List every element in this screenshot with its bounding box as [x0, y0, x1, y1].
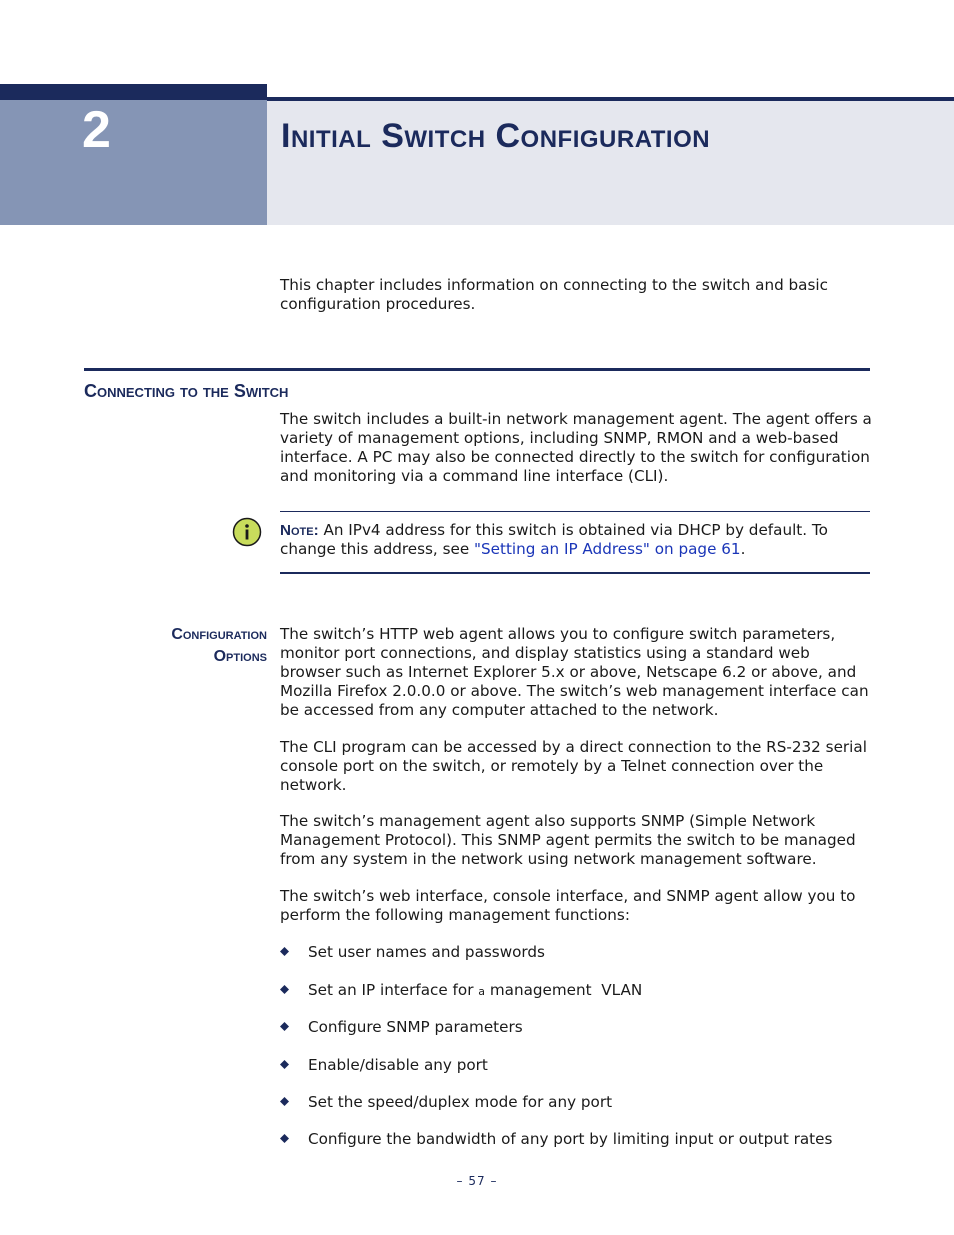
list-item-text: Set the speed/duplex mode for any port	[308, 1093, 613, 1111]
subsection-heading	[100, 624, 267, 668]
section-divider	[84, 368, 870, 371]
note-text-end: .	[740, 540, 746, 558]
page-number: – 57 –	[456, 1174, 498, 1188]
subsection-paragraph-3: The switch’s management agent also supports SNMP (Simple Network Management Protocol). This SNMP agent permits the switch to be managed from any system in the network using network management software.	[280, 812, 856, 868]
chapter-title: Initial Switch Configuration	[281, 117, 711, 155]
subsection-paragraph-1: The switch’s HTTP web agent allows you to configure switch parameters, monitor port connections, and display statistics using a standard web browser such as Internet Explorer 5.x or above, Netscape 6.2 or above, and Mozilla Firefox 2.0.0.0 or above. The switch’s web management interface can be accessed from any computer attached to the network.	[280, 625, 869, 719]
note-label: Note:	[280, 522, 319, 539]
diamond-bullet-icon	[280, 985, 289, 994]
list-item-text: Configure the bandwidth of any port by limiting input or output rates	[308, 1130, 833, 1148]
subsection-heading-line1: Configuration	[171, 626, 267, 643]
setting-ip-address-link[interactable]: "Setting an IP Address" on page 61	[474, 540, 741, 558]
subsection-paragraph-4: The switch’s web interface, console interface, and SNMP agent allow you to perform the following management functions:	[280, 887, 856, 924]
list-item-text: Set an IP interface for a management VLAN	[308, 981, 643, 999]
list-item-text: Enable/disable any port	[308, 1056, 488, 1074]
chapter-number: 2	[82, 101, 111, 159]
diamond-bullet-icon	[280, 947, 289, 956]
subsection-paragraph-2: The CLI program can be accessed by a direct connection to the RS-232 serial console port on the switch, or remotely by a Telnet connection over the network.	[280, 738, 867, 794]
note-bottom-rule	[280, 572, 870, 574]
subsection-heading-line2: Options	[213, 648, 267, 665]
section-heading: Connecting to the Switch	[84, 381, 289, 401]
list-item-text: Configure SNMP parameters	[308, 1018, 523, 1036]
chapter-number-block	[0, 84, 267, 225]
note-text: An IPv4 address for this switch is obtained via DHCP by default. To change this address, see	[280, 521, 828, 558]
diamond-bullet-icon	[280, 1060, 289, 1069]
intro-paragraph: This chapter includes information on connecting to the switch and basic configuration procedures.	[280, 276, 828, 313]
note-paragraph	[280, 521, 872, 559]
diamond-bullet-icon	[280, 1022, 289, 1031]
note-top-rule	[280, 511, 870, 512]
info-icon	[232, 517, 262, 547]
diamond-bullet-icon	[280, 1134, 289, 1143]
section-paragraph: The switch includes a built-in network management agent. The agent offers a variety of management options, including SNMP, RMON and a web-based interface. A PC may also be connected directly to the switch for configuration and monitoring via a command line interface (CLI).	[280, 410, 872, 485]
diamond-bullet-icon	[280, 1097, 289, 1106]
list-item-text: Set user names and passwords	[308, 943, 545, 961]
